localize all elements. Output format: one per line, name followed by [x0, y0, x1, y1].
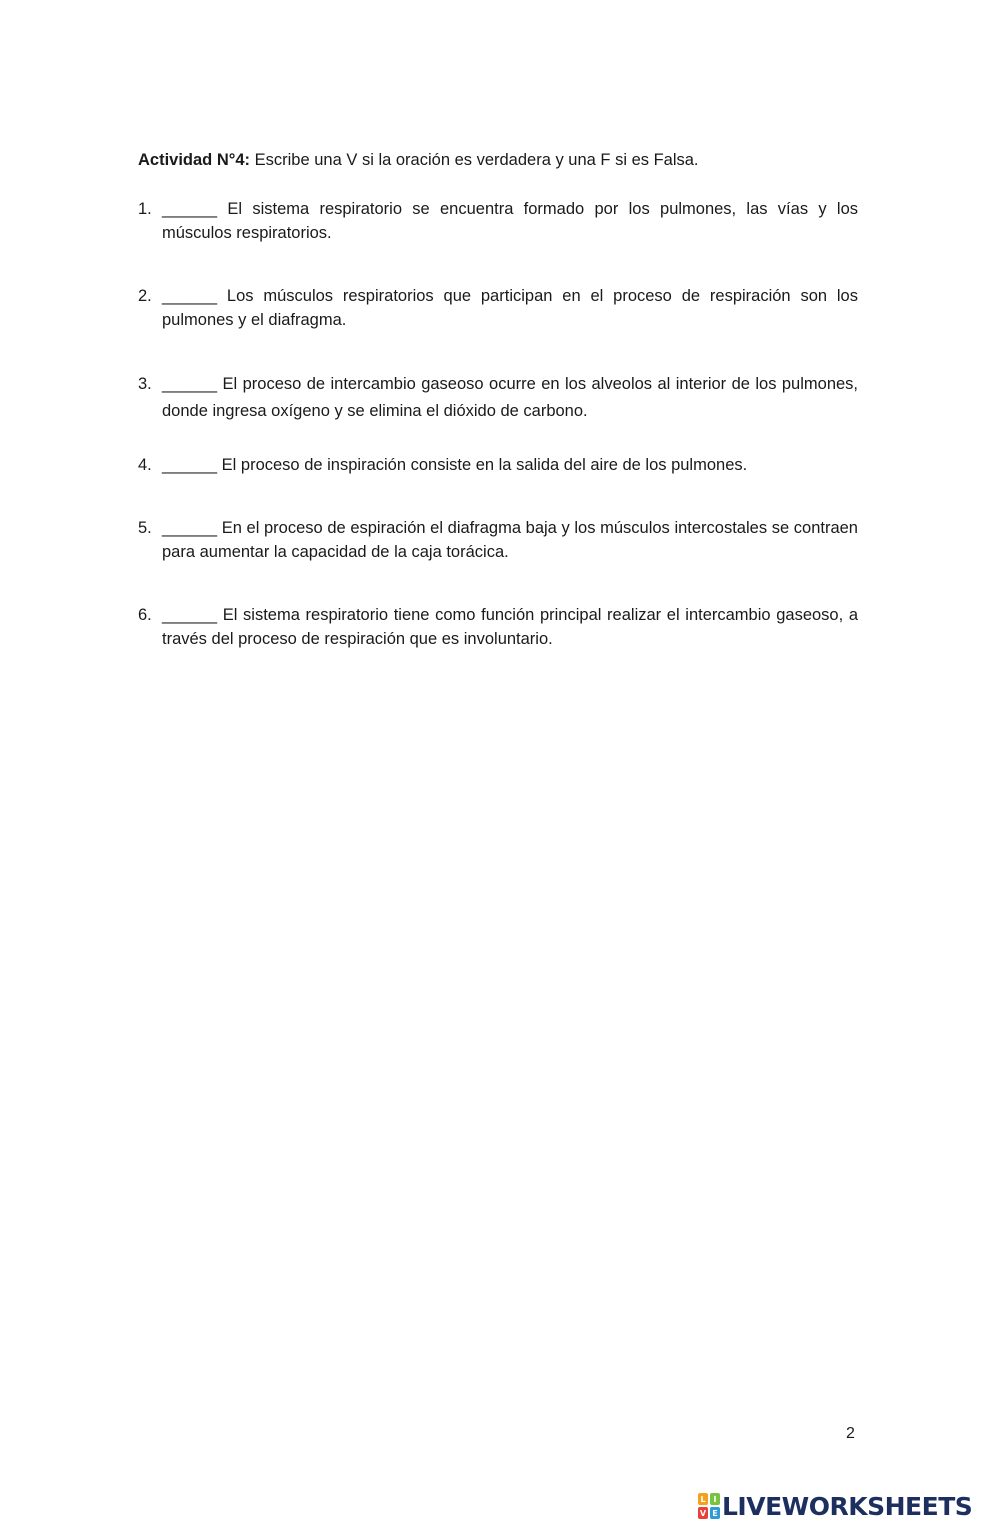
- question-text: El sistema respiratorio se encuentra formado por los pulmones, las vías y los músculos respiratorios.: [162, 200, 858, 242]
- answer-blank[interactable]: ______: [162, 200, 218, 218]
- answer-blank[interactable]: ______: [162, 375, 218, 393]
- svg-text:I: I: [713, 1495, 717, 1504]
- activity-instruction: Escribe una V si la oración es verdadera y una F si es Falsa.: [254, 151, 699, 169]
- question-text: Los músculos respiratorios que participan en el proceso de respiración son los pulmones y el diafragma.: [162, 287, 858, 329]
- question-text: El sistema respiratorio tiene como función principal realizar el intercambio gaseoso, a través del proceso de respiración que es involuntario.: [162, 606, 858, 648]
- activity-heading: [138, 149, 858, 171]
- page-number: 2: [846, 1425, 855, 1442]
- answer-blank[interactable]: ______: [162, 456, 218, 474]
- question-number: 6.: [138, 606, 152, 624]
- brand-name: LIVEWORKSHEETS: [722, 1491, 973, 1521]
- question-item-5: [138, 516, 858, 564]
- question-number: 5.: [138, 519, 152, 537]
- liveworksheets-logo-icon: [698, 1493, 720, 1519]
- svg-text:E: E: [712, 1509, 718, 1518]
- svg-text:L: L: [700, 1495, 706, 1504]
- question-item-4: [138, 453, 858, 477]
- question-text: El proceso de inspiración consiste en la salida del aire de los pulmones.: [221, 456, 748, 474]
- answer-blank[interactable]: ______: [162, 606, 218, 624]
- question-number: 4.: [138, 456, 152, 474]
- question-item-1: [138, 197, 858, 245]
- answer-blank[interactable]: ______: [162, 287, 218, 305]
- question-text: En el proceso de espiración el diafragma baja y los músculos intercostales se contraen para aumentar la capacidad de la caja torácica.: [162, 519, 858, 561]
- question-number: 3.: [138, 375, 152, 393]
- question-number: 2.: [138, 287, 152, 305]
- question-text: El proceso de intercambio gaseoso ocurre en los alveolos al interior de los pulmones, donde ingresa oxígeno y se elimina el dióxido de carbono.: [162, 375, 859, 420]
- liveworksheets-logo[interactable]: [698, 1491, 972, 1521]
- question-number: 1.: [138, 200, 152, 218]
- answer-blank[interactable]: ______: [162, 519, 218, 537]
- question-item-3: [138, 371, 858, 425]
- activity-title: Actividad N°4:: [138, 151, 251, 169]
- svg-text:V: V: [699, 1509, 707, 1518]
- question-item-2: [138, 284, 858, 332]
- question-item-6: [138, 603, 858, 651]
